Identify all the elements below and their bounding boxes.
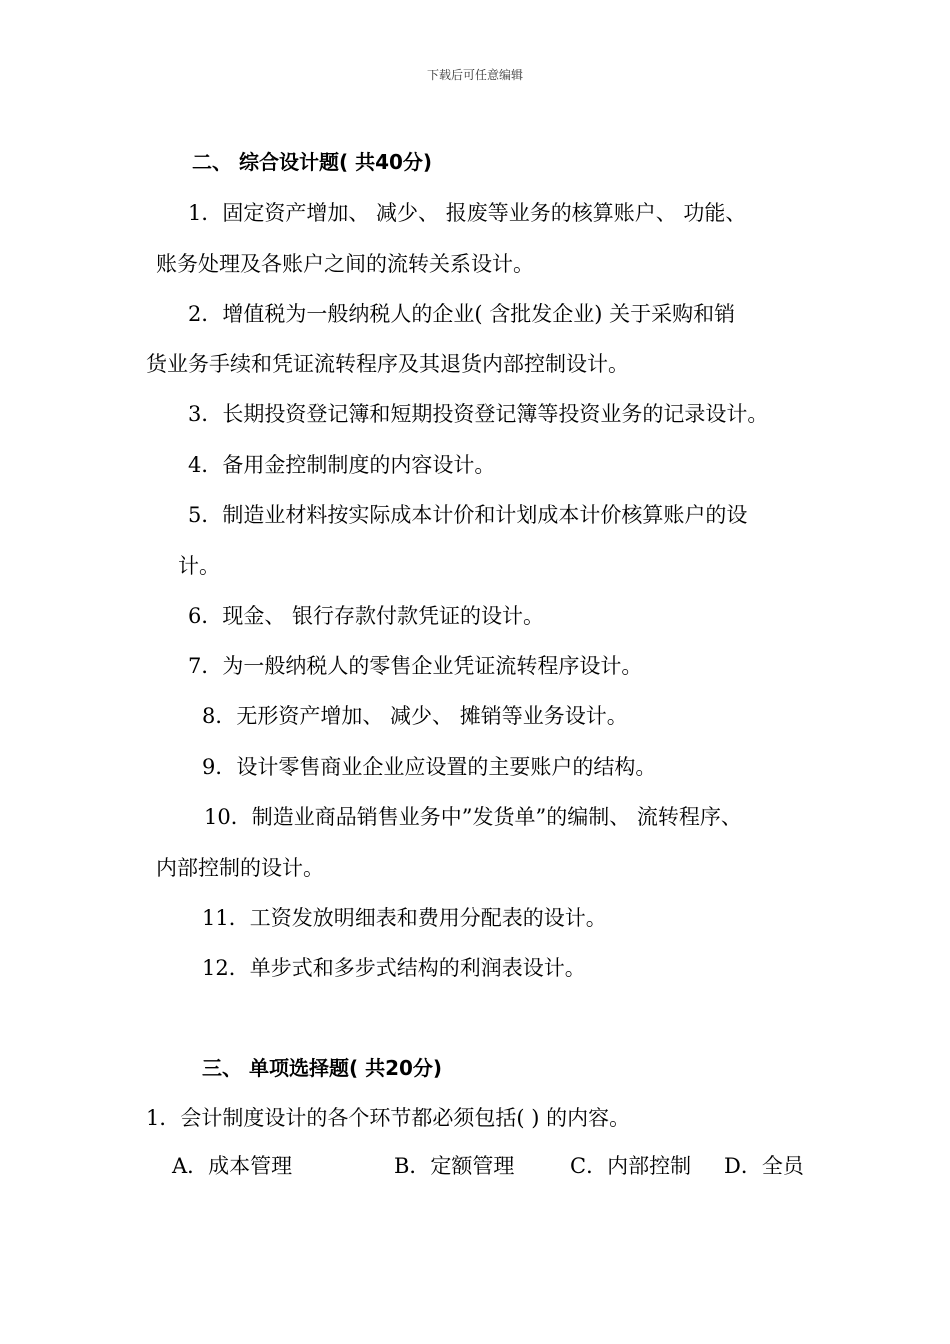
- section-2-item: 2．增值税为一般纳税人的企业( 含批发企业) 关于采购和销: [188, 302, 736, 326]
- section-2-title: 二、 综合设计题( 共40分): [192, 150, 433, 174]
- section-2-item: 3．长期投资登记簿和短期投资登记簿等投资业务的记录设计。: [188, 402, 769, 426]
- section-2-item: 货业务手续和凭证流转程序及其退货内部控制设计。: [146, 352, 629, 376]
- option-a: A．成本管理: [172, 1154, 293, 1178]
- section-2-item: 内部控制的设计。: [156, 856, 324, 880]
- section-2-item: 11．工资发放明细表和费用分配表的设计。: [202, 906, 607, 930]
- section-2-item: 10．制造业商品销售业务中”发货单”的编制、 流转程序、: [204, 805, 742, 829]
- section-2-item: 7．为一般纳税人的零售企业凭证流转程序设计。: [188, 654, 643, 678]
- section-2-item: 8．无形资产增加、 减少、 摊销等业务设计。: [202, 704, 628, 728]
- option-b: B．定额管理: [394, 1154, 515, 1178]
- section-2-item: 账务处理及各账户之间的流转关系设计。: [156, 252, 534, 276]
- section-2-item: 9．设计零售商业企业应设置的主要账户的结构。: [202, 755, 657, 779]
- question-1: 1．会计制度设计的各个环节都必须包括( ) 的内容。: [146, 1106, 631, 1130]
- section-3-title: 三、 单项选择题( 共20分): [202, 1056, 443, 1080]
- option-d: D．全员: [724, 1154, 804, 1178]
- section-2-item: 1．固定资产增加、 减少、 报废等业务的核算账户、 功能、: [188, 201, 747, 225]
- header-note: 下载后可任意编辑: [426, 68, 523, 82]
- section-2-item: 5．制造业材料按实际成本计价和计划成本计价核算账户的设: [188, 503, 748, 527]
- option-c: C．内部控制: [570, 1154, 692, 1178]
- section-2-item: 6．现金、 银行存款付款凭证的设计。: [188, 604, 545, 628]
- section-2-item: 计。: [178, 554, 220, 578]
- section-2-item: 12．单步式和多步式结构的利润表设计。: [202, 956, 586, 980]
- section-2-item: 4．备用金控制制度的内容设计。: [188, 453, 496, 477]
